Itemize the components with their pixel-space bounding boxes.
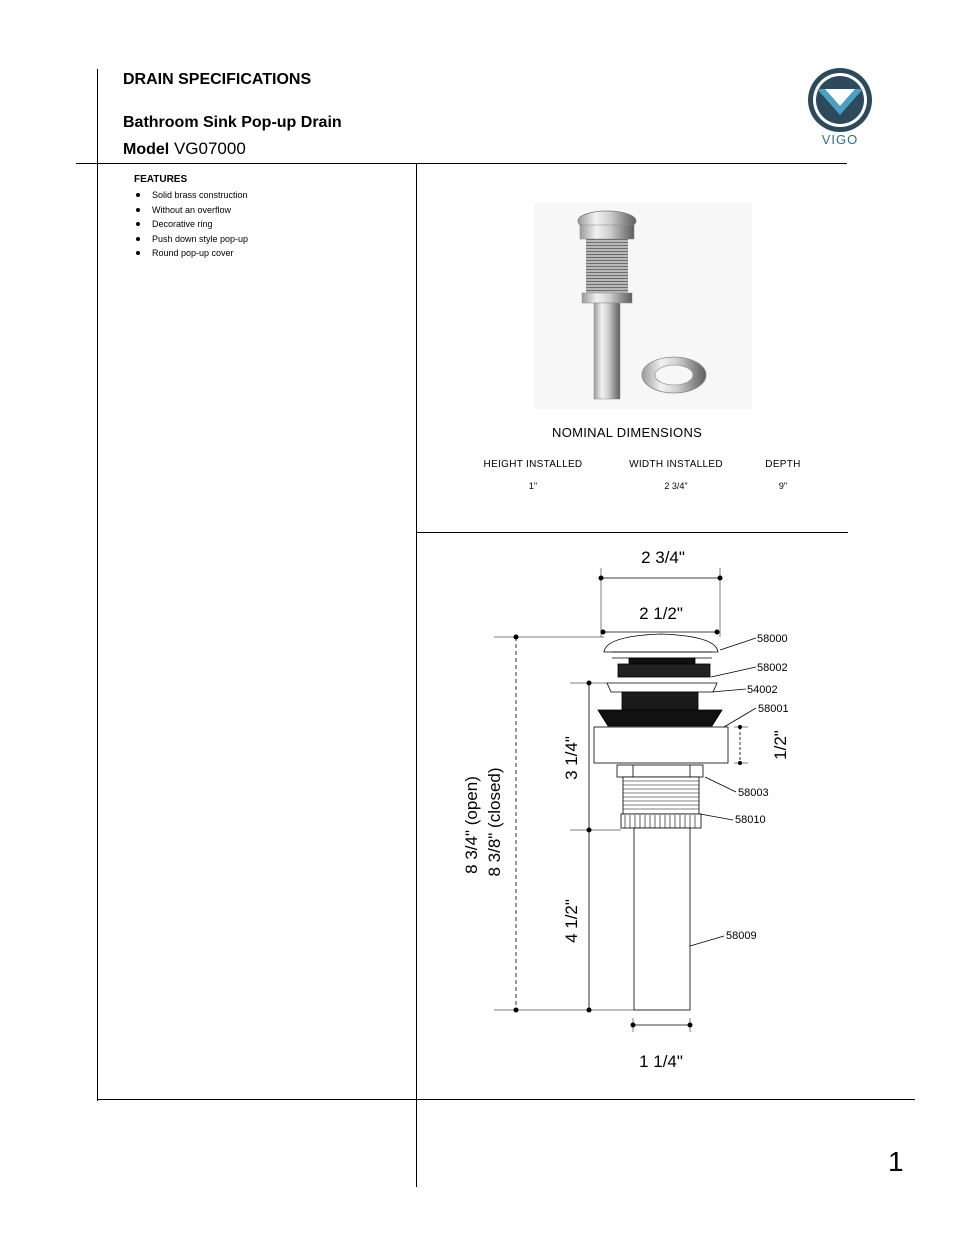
feature-item: Decorative ring bbox=[134, 217, 248, 232]
dimension-value: 1" bbox=[528, 481, 538, 491]
part-number-label: 58010 bbox=[735, 814, 766, 826]
dimension-value: 2 3/4" bbox=[664, 481, 688, 491]
dim-label-upper-height: 3 1/4" bbox=[562, 736, 581, 780]
dim-label-cap-width: 2 1/2" bbox=[639, 604, 683, 623]
part-number-label: 58000 bbox=[757, 633, 788, 645]
page-number: 1 bbox=[888, 1146, 904, 1177]
part-number-label: 58001 bbox=[758, 703, 789, 715]
part-number-label: 58002 bbox=[757, 662, 788, 674]
part-number-label: 54002 bbox=[747, 684, 778, 696]
part-number-label: 58009 bbox=[726, 930, 757, 942]
features-heading: FEATURES bbox=[134, 174, 188, 185]
product-name: Bathroom Sink Pop-up Drain bbox=[123, 114, 342, 131]
dimension-value: 9" bbox=[778, 481, 788, 491]
dim-label-total-open: 8 3/4" (open) bbox=[462, 776, 481, 874]
dim-label-ring-height: 1/2" bbox=[771, 730, 790, 760]
nominal-dimensions-title: NOMINAL DIMENSIONS bbox=[552, 425, 703, 440]
dim-label-lower-height: 4 1/2" bbox=[562, 899, 581, 943]
part-number-label: 58003 bbox=[738, 787, 769, 799]
feature-item: Solid brass construction bbox=[134, 188, 248, 203]
feature-item: Push down style pop-up bbox=[134, 232, 248, 247]
vigo-logo-text: VIGO bbox=[821, 132, 859, 147]
model-label: Model bbox=[123, 141, 170, 158]
dim-label-bottom-width: 1 1/4" bbox=[639, 1052, 683, 1071]
model-number: VG07000 bbox=[173, 139, 246, 158]
document-title: DRAIN SPECIFICATIONS bbox=[123, 71, 312, 88]
dimension-header: DEPTH bbox=[765, 459, 801, 470]
feature-item: Round pop-up cover bbox=[134, 246, 248, 261]
dimension-header: WIDTH INSTALLED bbox=[629, 459, 723, 470]
dim-label-top-width: 2 3/4" bbox=[641, 548, 685, 567]
dim-label-total-closed: 8 3/8" (closed) bbox=[485, 767, 504, 877]
feature-item: Without an overflow bbox=[134, 203, 248, 218]
dimension-header: HEIGHT INSTALLED bbox=[483, 459, 583, 470]
